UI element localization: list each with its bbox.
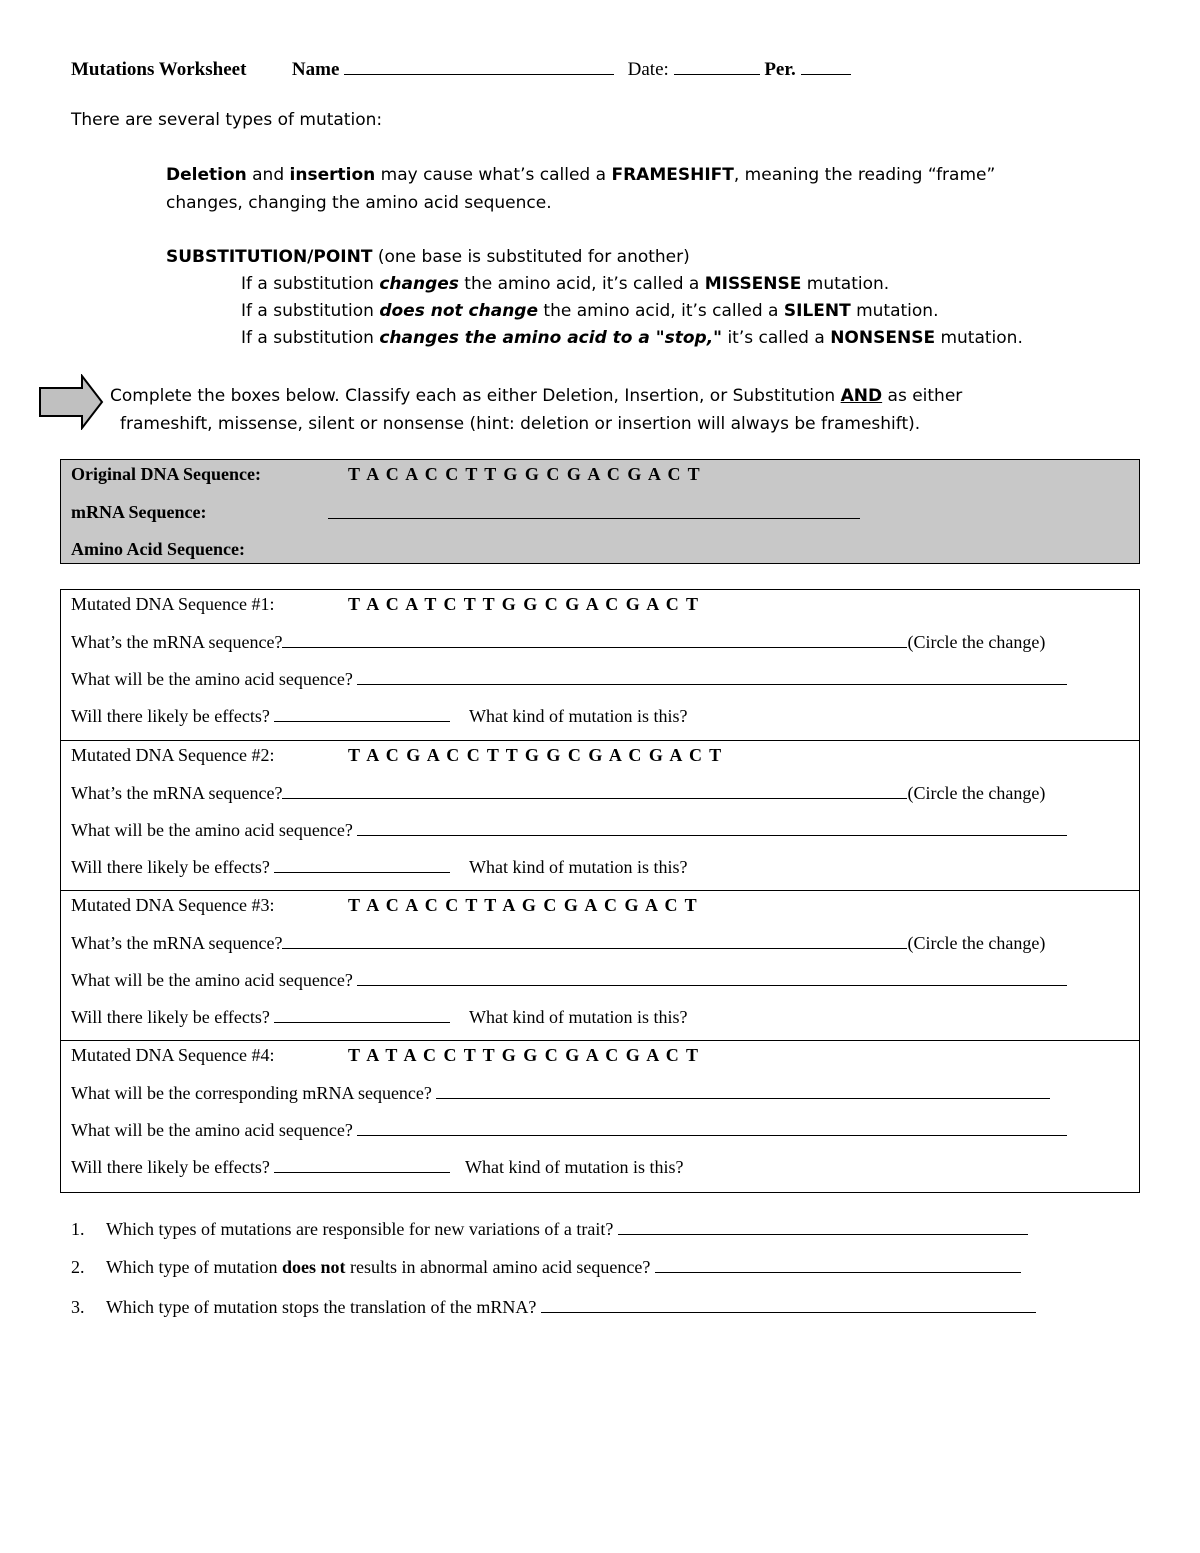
worksheet-title: Mutations Worksheet: [71, 59, 247, 80]
nonsense-post: mutation.: [940, 328, 1023, 348]
mutation-block-3: [61, 890, 1139, 1041]
circle-change-note: (Circle the change): [907, 783, 1046, 803]
mrna-answer-field[interactable]: [436, 1082, 1050, 1099]
date-field[interactable]: [674, 58, 760, 75]
frameshift-text2: , meaning the reading “frame”: [733, 165, 996, 185]
mutation-block-1: [61, 590, 1139, 740]
original-dna-sequence: T A C A C C T T G G C G A C G A C T: [348, 464, 700, 484]
effects-question: Will there likely be effects?: [71, 1007, 270, 1027]
nonsense-mid: it’s called a: [727, 328, 825, 348]
substitution-heading-row: [166, 243, 690, 271]
aa-answer-field[interactable]: [357, 969, 1067, 986]
missense-mid: the amino acid, it’s called a: [464, 274, 700, 294]
question-bold-text: does not: [281, 1257, 346, 1277]
mutation-label: Mutated DNA Sequence #3:: [71, 895, 275, 915]
missense-post: mutation.: [806, 274, 890, 294]
question-1: [71, 1218, 1028, 1240]
aa-answer-field[interactable]: [357, 1119, 1067, 1136]
frameshift-term: FRAMESHIFT: [611, 165, 734, 185]
instructions-line1a: Complete the boxes below. Classify each as either Deletion, Insertion, or Substitution: [110, 386, 836, 406]
question-text-post: results in abnormal amino acid sequence?: [349, 1257, 651, 1277]
silent-rule: [241, 301, 938, 321]
missense-em: changes: [379, 274, 459, 294]
question-text: Which type of mutation stops the translation of the mRNA?: [106, 1297, 537, 1317]
kind-question: What kind of mutation is this?: [465, 1157, 684, 1177]
worksheet-header: [71, 58, 851, 81]
period-field[interactable]: [801, 58, 851, 75]
mutation-label: Mutated DNA Sequence #1:: [71, 594, 275, 614]
mrna-question: What’s the mRNA sequence?: [71, 933, 283, 953]
effects-answer-field[interactable]: [274, 1156, 450, 1173]
mutation-block-4: [61, 1040, 1139, 1191]
question-answer-field[interactable]: [541, 1296, 1036, 1313]
missense-rule: [241, 274, 889, 294]
mrna-question: What’s the mRNA sequence?: [71, 783, 283, 803]
original-aa-label: Amino Acid Sequence:: [71, 539, 246, 559]
aa-question: What will be the amino acid sequence?: [71, 1120, 353, 1140]
kind-question: What kind of mutation is this?: [469, 857, 688, 877]
aa-question: What will be the amino acid sequence?: [71, 970, 353, 990]
effects-answer-field[interactable]: [274, 705, 450, 722]
effects-question: Will there likely be effects?: [71, 1157, 270, 1177]
question-number: 1.: [71, 1219, 85, 1239]
mrna-question: What will be the corresponding mRNA sequence?: [71, 1083, 432, 1103]
instructions-line2: frameshift, missense, silent or nonsense (hint: deletion or insertion will always be frameshift).: [120, 414, 921, 434]
question-text: Which type of mutation: [106, 1257, 278, 1277]
arrow-right-icon: [38, 374, 108, 430]
silent-mid: the amino acid, it’s called a: [543, 301, 779, 321]
question-2: [71, 1256, 1021, 1278]
silent-em: does not change: [379, 301, 539, 321]
mutation-label: Mutated DNA Sequence #4:: [71, 1045, 275, 1065]
question-3: [71, 1296, 1036, 1318]
nonsense-term: NONSENSE: [830, 328, 936, 348]
question-number: 3.: [71, 1297, 85, 1317]
silent-term: SILENT: [783, 301, 851, 321]
mutation-sequence: T A C G A C C T T G G C G A C G A C T: [348, 745, 722, 765]
missense-pre: If a substitution: [241, 274, 374, 294]
aa-answer-field[interactable]: [357, 819, 1067, 836]
date-label: Date:: [627, 59, 669, 80]
insertion-term: insertion: [289, 165, 376, 185]
instructions-and: AND: [840, 386, 883, 406]
mrna-answer-field[interactable]: [282, 932, 907, 949]
mutation-sequence: T A T A C C T T G G C G A C G A C T: [348, 1045, 698, 1065]
mrna-question: What’s the mRNA sequence?: [71, 632, 283, 652]
mutation-block-2: [61, 740, 1139, 891]
mrna-answer-field[interactable]: [282, 631, 907, 648]
frameshift-text1: may cause what’s called a: [380, 165, 607, 185]
original-dna-label: Original DNA Sequence:: [71, 464, 262, 484]
mutation-label: Mutated DNA Sequence #2:: [71, 745, 275, 765]
substitution-heading: SUBSTITUTION/POINT: [166, 247, 373, 267]
original-sequence-box: [60, 459, 1140, 564]
aa-answer-field[interactable]: [357, 668, 1067, 685]
mutations-box: [60, 589, 1140, 1193]
nonsense-pre: If a substitution: [241, 328, 374, 348]
aa-question: What will be the amino acid sequence?: [71, 669, 353, 689]
and-text: and: [252, 165, 285, 185]
circle-change-note: (Circle the change): [907, 933, 1046, 953]
period-label: Per.: [764, 59, 796, 80]
aa-question: What will be the amino acid sequence?: [71, 820, 353, 840]
circle-change-note: (Circle the change): [907, 632, 1046, 652]
instructions-line1b: as either: [887, 386, 963, 406]
nonsense-em: changes the amino acid to a "stop,": [379, 328, 723, 348]
mutation-sequence: T A C A T C T T G G C G A C G A C T: [348, 594, 698, 614]
intro-text: There are several types of mutation:: [71, 110, 383, 130]
question-text: Which types of mutations are responsible for new variations of a trait?: [106, 1219, 614, 1239]
name-field[interactable]: [344, 58, 614, 75]
effects-question: Will there likely be effects?: [71, 857, 270, 877]
substitution-note: (one base is substituted for another): [377, 247, 690, 267]
nonsense-rule: [241, 328, 1023, 348]
frameshift-paragraph: [166, 161, 995, 217]
mutation-sequence: T A C A C C T T A G C G A C G A C T: [348, 895, 697, 915]
deletion-term: Deletion: [166, 165, 247, 185]
kind-question: What kind of mutation is this?: [469, 706, 688, 726]
question-answer-field[interactable]: [655, 1256, 1021, 1273]
instructions: [110, 382, 962, 438]
missense-term: MISSENSE: [704, 274, 802, 294]
silent-post: mutation.: [856, 301, 939, 321]
question-number: 2.: [71, 1257, 85, 1277]
effects-question: Will there likely be effects?: [71, 706, 270, 726]
silent-pre: If a substitution: [241, 301, 374, 321]
question-answer-field[interactable]: [618, 1218, 1028, 1235]
original-mrna-field[interactable]: [328, 518, 860, 519]
mrna-answer-field[interactable]: [282, 782, 907, 799]
effects-answer-field[interactable]: [274, 856, 450, 873]
kind-question: What kind of mutation is this?: [469, 1007, 688, 1027]
frameshift-line2: changes, changing the amino acid sequence.: [166, 193, 552, 213]
original-mrna-label: mRNA Sequence:: [71, 502, 207, 522]
effects-answer-field[interactable]: [274, 1006, 450, 1023]
name-label: Name: [291, 59, 340, 80]
